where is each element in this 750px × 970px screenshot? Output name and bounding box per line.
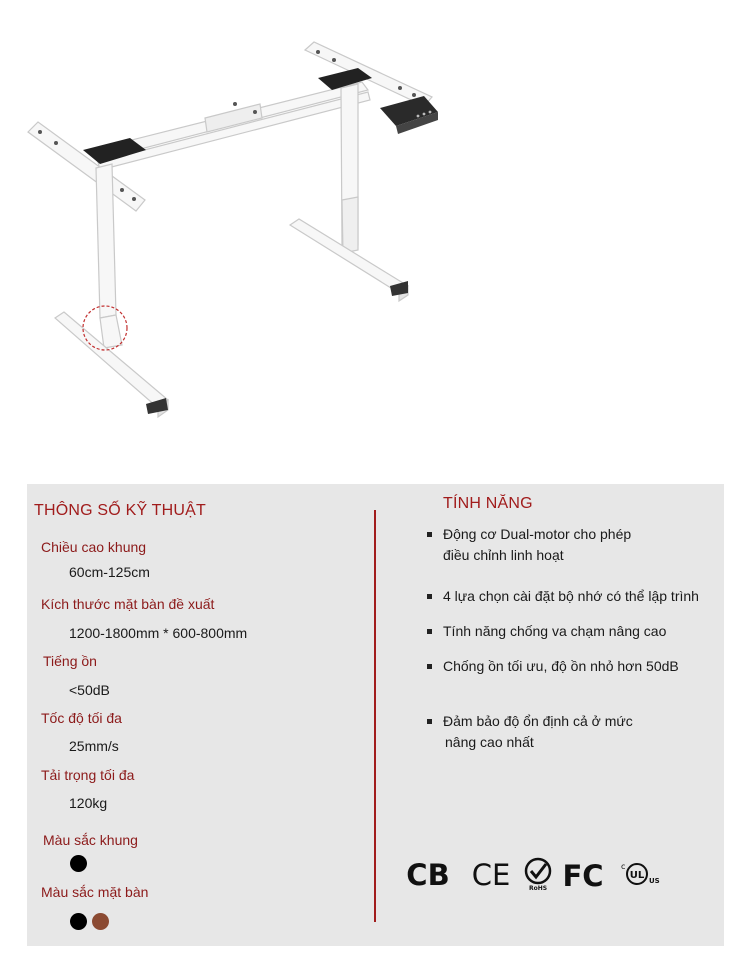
- feature-text: 4 lựa chọn cài đặt bộ nhớ có thể lập trình: [443, 588, 699, 604]
- bullet-icon: [427, 719, 432, 724]
- spec-panel: [27, 484, 724, 946]
- ce-cert-icon: [468, 856, 514, 892]
- feature-item-4: [443, 656, 679, 677]
- noise-label: Tiếng ồn: [43, 653, 97, 669]
- ul-us-text: US: [649, 877, 660, 885]
- ul-logo-text: UL: [629, 870, 645, 881]
- ce-logo-text: CE: [471, 858, 511, 892]
- feature-text: Động cơ Dual-motor cho phép: [443, 526, 632, 542]
- max-speed-label: Tốc độ tối đa: [41, 710, 122, 726]
- bullet-icon: [427, 594, 432, 599]
- rohs-cert-icon: [522, 856, 554, 892]
- desk-size-value: 1200-1800mm * 600-800mm: [69, 625, 248, 641]
- desk-frame-image: [0, 0, 750, 470]
- specs-title: THÔNG SỐ KỸ THUẬT: [34, 502, 207, 519]
- feature-item-2: [443, 586, 699, 607]
- fcc-cert-icon: [559, 856, 607, 892]
- max-load-label: Tải trọng tối đa: [41, 767, 135, 783]
- features-title: TÍNH NĂNG: [443, 495, 533, 512]
- rohs-logo-text: RoHS: [528, 885, 548, 892]
- feature-item-3: [443, 621, 666, 642]
- noise-value: <50dB: [69, 682, 110, 698]
- max-speed-value: 25mm/s: [69, 738, 119, 754]
- bullet-icon: [427, 629, 432, 634]
- column-divider: [374, 510, 376, 922]
- frame-color-label: Màu sắc khung: [43, 832, 138, 848]
- feature-text-2: nâng cao nhất: [445, 734, 534, 750]
- ul-c-text: c: [621, 862, 626, 871]
- fc-logo-text: FC: [562, 859, 604, 892]
- desk-size-label: Kích thước mặt bàn đề xuất: [41, 596, 215, 612]
- bullet-icon: [427, 532, 432, 537]
- frame-height-label: Chiều cao khung: [41, 539, 147, 555]
- cb-cert-icon: [404, 856, 452, 892]
- top-color-label: Màu sắc mặt bàn: [41, 884, 149, 900]
- cb-logo-text: CB: [406, 858, 450, 892]
- feature-text: Chống ồn tối ưu, độ ồn nhỏ hơn 50dB: [443, 658, 679, 674]
- top-color-swatch-black: [70, 913, 87, 930]
- frame-height-value: 60cm-125cm: [69, 564, 150, 580]
- bullet-icon: [427, 664, 432, 669]
- feature-text-2: điều chỉnh linh hoạt: [443, 547, 564, 563]
- feature-item-1: [443, 524, 631, 566]
- feature-item-5: [443, 711, 633, 753]
- feature-text: Đảm bảo độ ổn định cả ở mức: [443, 713, 633, 729]
- top-color-swatch-brown: [92, 913, 109, 930]
- cul-us-cert-icon: [617, 856, 665, 892]
- max-load-value: 120kg: [69, 795, 108, 811]
- feature-text: Tính năng chống va chạm nâng cao: [443, 623, 667, 639]
- frame-color-swatch-black: [70, 855, 87, 872]
